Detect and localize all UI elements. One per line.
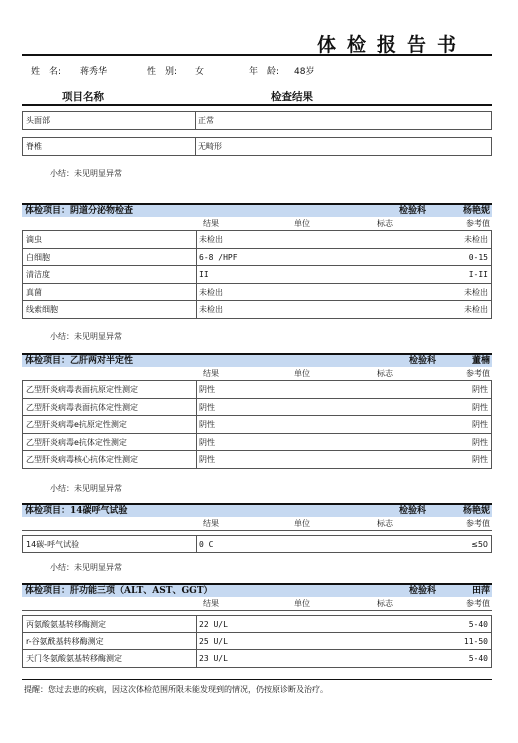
row-ref: 未检出: [464, 287, 488, 297]
row-divider: [196, 249, 197, 266]
sub-header-unit: 单位: [294, 519, 310, 528]
section-title: 体检项目：肝功能三项（ALT、AST、GGT）: [25, 586, 213, 596]
table-row: [22, 284, 492, 302]
section-header: [22, 583, 492, 597]
sub-header-unit: 单位: [294, 219, 310, 228]
sub-header-unit: 单位: [294, 369, 310, 378]
row-divider: [196, 650, 197, 667]
section-summary: 小结：未见明显异常: [50, 563, 122, 572]
sub-header-ref: 参考值: [466, 219, 490, 228]
section-header: [22, 353, 492, 367]
row-name: 乙型肝炎病毒表面抗原定性测定: [26, 385, 138, 394]
row-name: 乙型肝炎病毒表面抗体定性测定: [26, 402, 138, 412]
table-row: [22, 451, 492, 469]
general-summary: 小结：未见明显异常: [50, 169, 122, 178]
sub-header-flag: 标志: [377, 219, 393, 228]
row-name: 丙氨酸氨基转移酶测定: [26, 620, 106, 629]
section-dept: 检验科: [399, 506, 427, 516]
section-breath-test: [22, 503, 492, 553]
sub-header: [22, 217, 492, 231]
general-row-result: 无畸形: [198, 142, 222, 151]
row-result: 阴性: [199, 437, 215, 447]
sub-header-unit: 单位: [294, 599, 310, 608]
general-row-name: 头面部: [23, 112, 196, 129]
section-doctor: 田萍: [471, 586, 490, 596]
row-name: 滴虫: [26, 235, 42, 244]
general-row: [22, 111, 492, 130]
row-divider: [196, 536, 197, 552]
sub-header: [22, 367, 492, 381]
item-column-header: 项目名称: [62, 91, 104, 103]
row-divider: [196, 399, 197, 416]
sub-header-result: 结果: [203, 369, 219, 378]
general-row-name: 脊椎: [23, 138, 196, 155]
section-doctor: 杨艳妮: [462, 206, 490, 216]
report-title: 体检报告书: [317, 34, 468, 56]
row-ref: 5-40: [468, 620, 488, 629]
row-ref: ≤50: [471, 540, 488, 549]
row-name: 14碳-呼气试验: [26, 540, 80, 549]
row-divider: [196, 633, 197, 650]
row-name: 白细胞: [26, 252, 50, 262]
title-divider: [22, 54, 492, 56]
row-result: 0 C: [199, 540, 214, 549]
sub-header-result: 结果: [203, 519, 219, 528]
sub-header-result: 结果: [203, 219, 219, 228]
section-title: 体检项目：阴道分泌物检查: [25, 206, 134, 216]
row-result: 阴性: [199, 455, 215, 464]
row-divider: [196, 434, 197, 451]
row-divider: [196, 284, 197, 301]
table-row: [22, 434, 492, 452]
notice-divider: [22, 679, 492, 680]
section-title: 体检项目：乙肝两对半定性: [25, 356, 134, 366]
reminder-notice: 提醒：您过去患的疾病，因这次体检范围所限未能发现到的情况，仍按原诊断及治疗。: [24, 685, 328, 694]
table-row: [22, 650, 492, 668]
row-result: 阴性: [199, 385, 215, 394]
row-ref: 5-40: [468, 654, 488, 663]
general-row: [22, 137, 492, 156]
section-header: [22, 203, 492, 217]
sub-header-flag: 标志: [377, 599, 393, 608]
table-row: [22, 633, 492, 651]
row-divider: [196, 451, 197, 468]
sub-header: [22, 597, 492, 611]
row-result: 阴性: [199, 420, 215, 429]
name-label: 姓 名:: [31, 67, 62, 77]
table-row: [22, 381, 492, 399]
row-divider: [196, 266, 197, 283]
row-ref: 阴性: [472, 420, 488, 429]
section-doctor: 杨艳妮: [462, 506, 490, 516]
section-liver-function: [22, 583, 492, 668]
sub-header-ref: 参考值: [466, 599, 490, 608]
table-row: [22, 535, 492, 553]
row-result: 未检出: [199, 235, 223, 244]
sex-label: 性 别:: [147, 67, 178, 77]
section-summary: 小结：未见明显异常: [50, 484, 122, 493]
row-name: 天门冬氨酸氨基转移酶测定: [26, 654, 122, 663]
row-result: 23 U/L: [199, 654, 228, 663]
row-ref: 未检出: [464, 235, 488, 244]
section-dept: 检验科: [409, 356, 437, 366]
table-row: [22, 231, 492, 249]
row-divider: [196, 381, 197, 398]
row-name: 乙型肝炎病毒e抗体定性测定: [26, 437, 127, 447]
row-result: 未检出: [199, 305, 223, 314]
table-row: [22, 249, 492, 267]
age-label: 年 龄:: [249, 67, 280, 77]
general-row-result: 正常: [198, 116, 214, 125]
row-result: 未检出: [199, 287, 223, 297]
row-name: r-谷氨酰基转移酶测定: [26, 636, 104, 646]
sub-header: [22, 517, 492, 531]
header-divider: [22, 104, 492, 106]
patient-sex: 女: [195, 67, 205, 77]
row-result: II: [199, 270, 209, 279]
row-result: 25 U/L: [199, 636, 228, 646]
column-headers: [0, 89, 518, 103]
result-column-header: 检查结果: [271, 91, 313, 103]
row-name: 真菌: [26, 287, 42, 297]
section-title: 体检项目：14碳呼气试验: [25, 506, 128, 516]
row-name: 清洁度: [26, 270, 50, 279]
row-ref: 阴性: [472, 385, 488, 394]
table-row: [22, 416, 492, 434]
row-name: 乙型肝炎病毒e抗原定性测定: [26, 420, 127, 429]
row-divider: [196, 616, 197, 632]
patient-age: 48岁: [294, 67, 315, 77]
row-name: 乙型肝炎病毒核心抗体定性测定: [26, 455, 138, 464]
table-row: [22, 399, 492, 417]
table-row: [22, 301, 492, 319]
section-doctor: 董楠: [471, 356, 490, 366]
section-vaginal-secretion: [22, 203, 492, 319]
row-divider: [196, 231, 197, 248]
row-name: 线索细胞: [26, 305, 58, 314]
row-result: 6-8 /HPF: [199, 252, 238, 262]
table-row: [22, 266, 492, 284]
row-ref: 阴性: [472, 437, 488, 447]
row-ref: 11-50: [463, 636, 488, 646]
row-ref: I-II: [468, 270, 488, 279]
row-ref: 阴性: [472, 455, 488, 464]
section-dept: 检验科: [409, 586, 437, 596]
sub-header-flag: 标志: [377, 369, 393, 378]
patient-info: [0, 64, 518, 76]
section-dept: 检验科: [399, 206, 427, 216]
row-ref: 未检出: [464, 305, 488, 314]
row-result: 22 U/L: [199, 620, 228, 629]
row-ref: 0-15: [468, 252, 488, 262]
row-divider: [196, 416, 197, 433]
section-header: [22, 503, 492, 517]
row-divider: [196, 301, 197, 318]
patient-name: 蒋秀华: [80, 67, 108, 77]
sub-header-flag: 标志: [377, 519, 393, 528]
sub-header-ref: 参考值: [466, 519, 490, 528]
section-summary: 小结：未见明显异常: [50, 332, 122, 341]
row-ref: 阴性: [472, 402, 488, 412]
sub-header-result: 结果: [203, 599, 219, 608]
table-row: [22, 615, 492, 633]
row-result: 阴性: [199, 402, 215, 412]
section-hepatitis-b: [22, 353, 492, 469]
sub-header-ref: 参考值: [466, 369, 490, 378]
